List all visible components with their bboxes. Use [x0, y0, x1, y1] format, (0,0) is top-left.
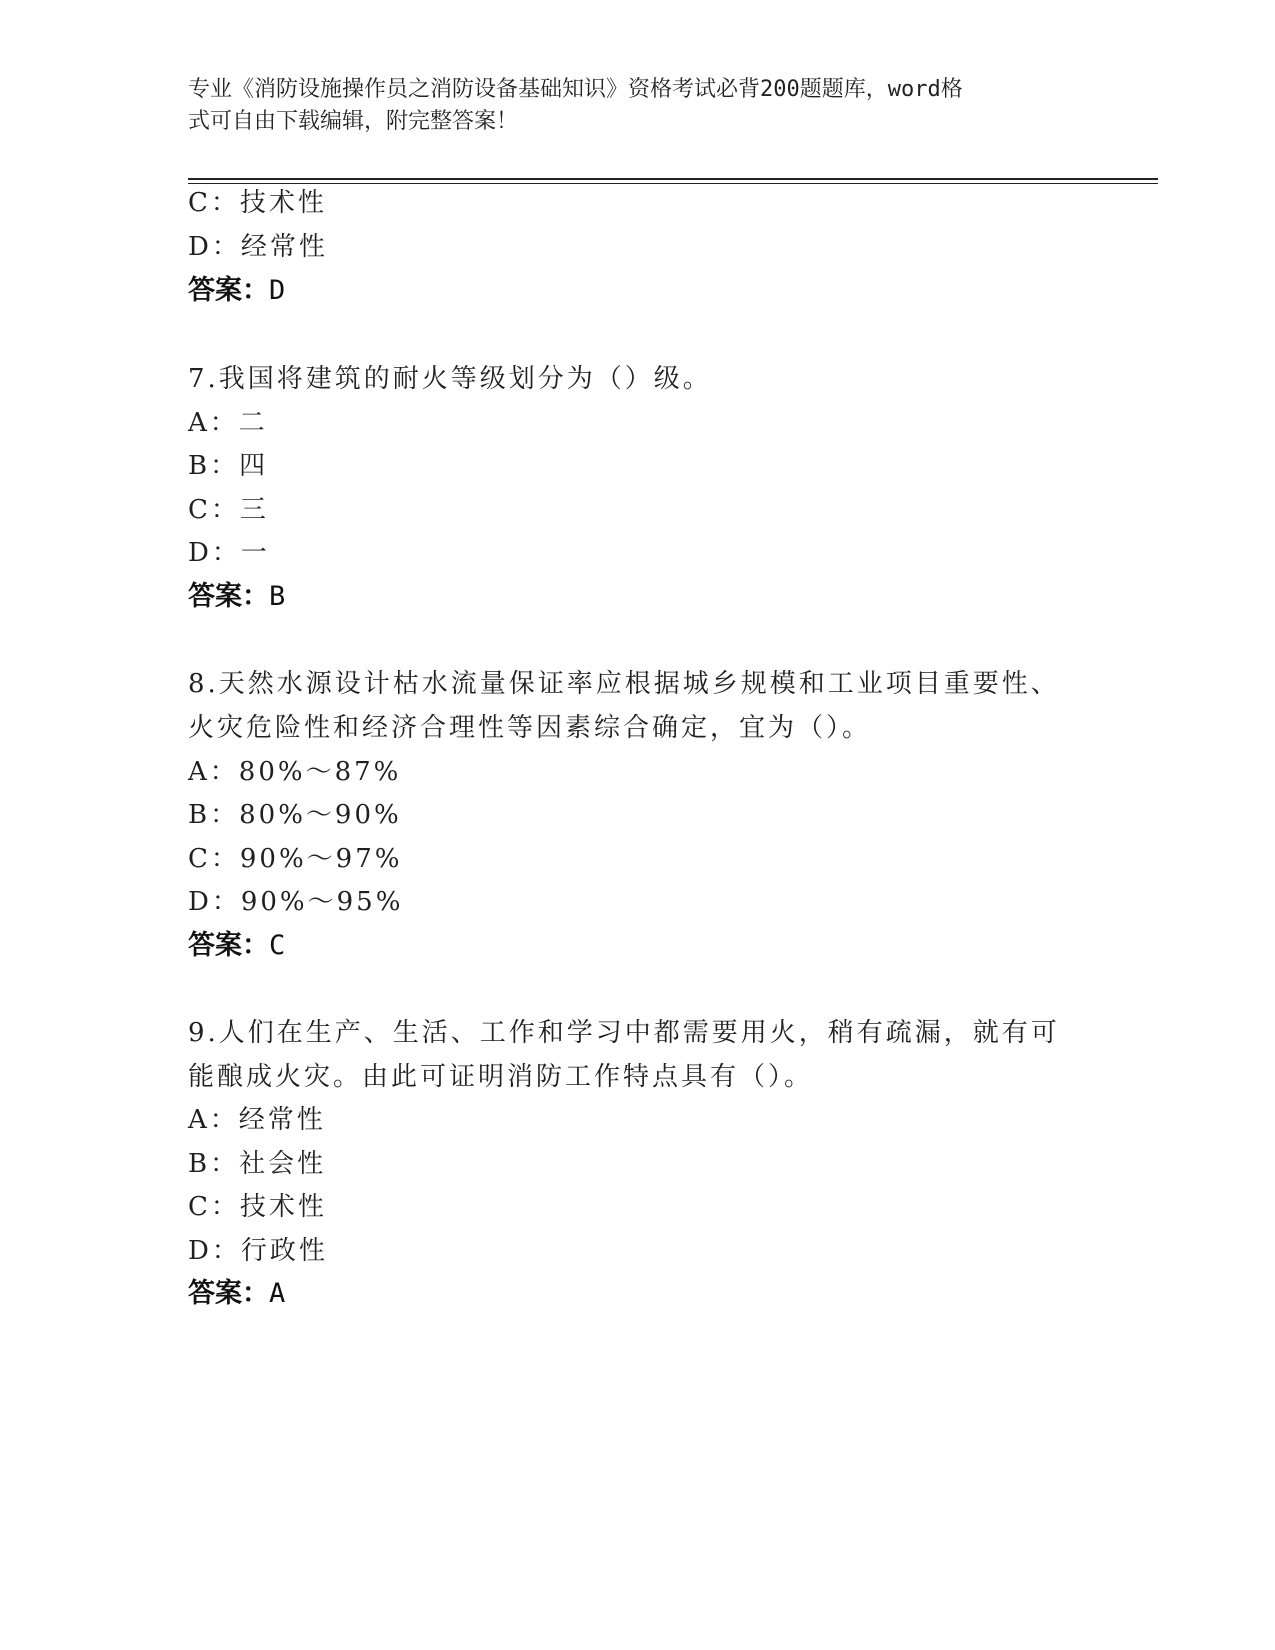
- q9-option-a: A：经常性: [188, 1105, 326, 1135]
- q9-option-b: B：社会性: [188, 1149, 327, 1179]
- answer-label: 答案：: [188, 275, 269, 306]
- prev-option-c: C：技术性: [188, 188, 327, 218]
- q8-option-d: D：90%～95%: [188, 887, 404, 917]
- q9-answer: [188, 1277, 285, 1311]
- answer-value: C: [269, 930, 286, 961]
- prev-answer: [188, 274, 285, 308]
- header-line-2: 式可自由下载编辑，附完整答案！: [188, 109, 519, 134]
- q8-stem-line-2: 火灾危险性和经济合理性等因素综合确定，宜为（）。: [188, 713, 872, 743]
- q9-stem-line-2: 能酿成火灾。由此可证明消防工作特点具有（）。: [188, 1062, 814, 1092]
- q9-stem-line-1: 9.人们在生产、生活、工作和学习中都需要用火，稍有疏漏，就有可: [188, 1018, 1060, 1048]
- header-divider-thick: [188, 178, 1158, 180]
- q8-answer: [188, 929, 285, 963]
- q7-option-b: B：四: [188, 451, 269, 481]
- answer-value: B: [269, 581, 286, 612]
- q8-option-b: B：80%～90%: [188, 800, 402, 830]
- q8-option-c: C：90%～97%: [188, 844, 403, 874]
- prev-option-d: D：经常性: [188, 232, 328, 262]
- answer-value: A: [269, 1278, 286, 1309]
- q7-option-a: A：二: [188, 408, 268, 438]
- q7-option-c: C：三: [188, 495, 269, 525]
- answer-value: D: [269, 275, 286, 306]
- q7-answer: [188, 580, 285, 614]
- q7-option-d: D：一: [188, 538, 270, 568]
- q8-option-a: A：80%～87%: [188, 757, 402, 787]
- q7-stem-line-1: 7.我国将建筑的耐火等级划分为（）级。: [188, 364, 712, 394]
- q9-option-c: C：技术性: [188, 1192, 327, 1222]
- document-header: [188, 74, 1088, 138]
- q9-option-d: D：行政性: [188, 1236, 328, 1266]
- header-divider-thin: [188, 183, 1158, 184]
- answer-label: 答案：: [188, 581, 269, 612]
- answer-label: 答案：: [188, 930, 269, 961]
- header-line-1: 专业《消防设施操作员之消防设备基础知识》资格考试必背200题题库，word格: [188, 77, 963, 102]
- q8-stem-line-1: 8.天然水源设计枯水流量保证率应根据城乡规模和工业项目重要性、: [188, 669, 1060, 699]
- answer-label: 答案：: [188, 1278, 269, 1309]
